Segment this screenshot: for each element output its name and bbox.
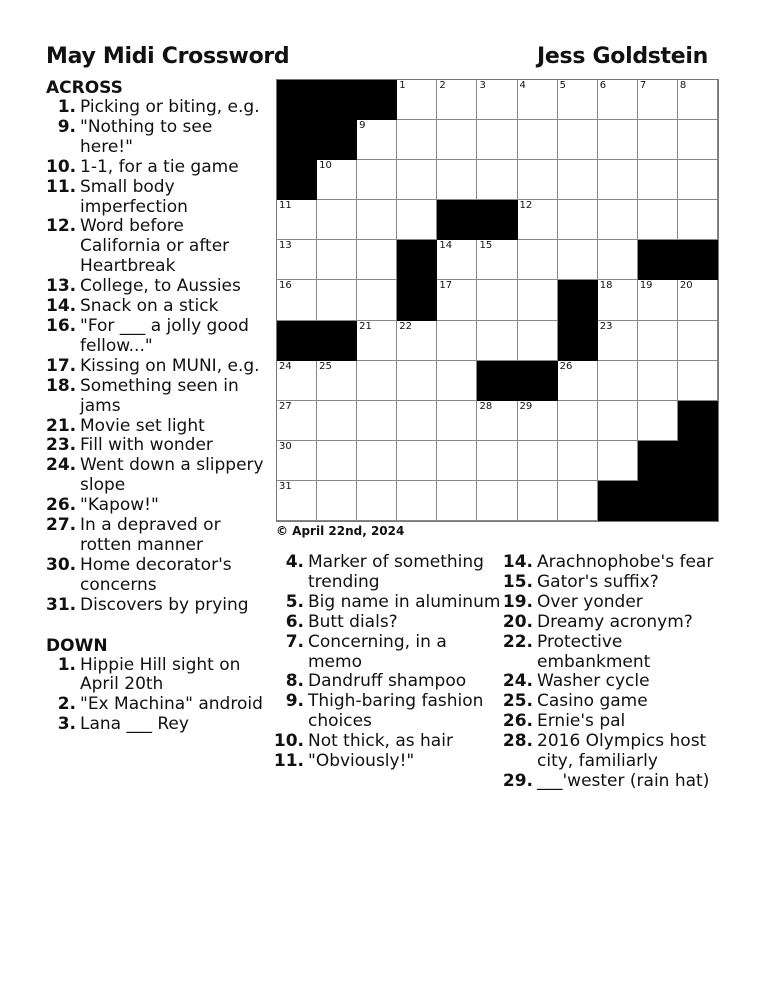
black-square [317,120,357,160]
clue-number: 17. [46,355,77,376]
grid-cell[interactable] [357,200,397,240]
grid-cell[interactable] [277,361,317,401]
clue-text: Gator's suffix? [537,571,659,592]
grid-cell[interactable] [357,321,397,361]
clue-number: 16. [46,315,77,336]
clue-text: "For ___ a jolly good fellow..." [80,315,249,356]
grid-cell[interactable] [638,321,678,361]
across-heading: ACROSS [46,78,123,98]
grid-cell[interactable] [518,200,558,240]
grid-cell[interactable] [518,441,558,481]
clue-text: Home decorator's concerns [80,554,232,595]
clue-item [46,217,268,277]
grid-cell[interactable] [598,401,638,441]
clue-item [46,357,268,377]
grid-cell[interactable] [357,401,397,441]
clue-item [272,672,504,692]
clue-item [46,456,268,496]
grid-cell[interactable] [437,240,477,280]
cell-number: 13 [279,240,292,252]
clue-item [500,672,725,692]
grid-cell[interactable] [638,120,678,160]
clue-text: "Ex Machina" android [80,694,263,715]
grid-cell[interactable] [598,160,638,200]
grid-cell[interactable] [518,160,558,200]
clue-item [500,692,725,712]
clue-item [46,715,268,735]
grid-cell[interactable] [518,120,558,160]
clue-text: Marker of something trending [308,552,484,592]
grid-cell[interactable] [357,160,397,200]
clue-number: 9. [285,691,304,712]
clue-item [46,695,268,715]
cell-number: 2 [439,80,446,91]
clue-item [272,692,504,732]
grid-cell[interactable] [277,441,317,481]
clue-item [272,613,504,633]
cell-number: 7 [639,80,647,91]
grid-cell[interactable] [397,80,437,120]
black-square [678,441,718,481]
grid-cell[interactable] [598,361,638,401]
grid-cell[interactable] [317,200,357,240]
grid-cell[interactable] [397,200,437,240]
clue-text: Picking or biting, e.g. [80,97,260,117]
black-square [518,361,558,401]
cell-number: 23 [599,320,613,332]
grid-cell[interactable] [678,280,718,320]
grid-cell[interactable] [598,80,638,120]
clue-number: 24. [46,455,77,476]
clue-item [500,712,725,732]
down-heading: DOWN [46,635,108,656]
clue-text: Kissing on MUNI, e.g. [80,355,260,376]
clue-item [46,656,268,696]
black-square [638,481,678,521]
clue-item [500,732,725,772]
cell-number: 27 [279,400,292,412]
clue-text: Movie set light [80,415,205,436]
grid-cell[interactable] [598,120,638,160]
clue-text: 2016 Olympics host city, familiarly [537,731,707,772]
black-square [477,361,517,401]
down-list-part-1 [46,656,268,736]
grid-cell[interactable] [317,441,357,481]
grid-cell[interactable] [317,240,357,280]
clue-text: Concerning, in a memo [308,631,447,672]
cell-number: 16 [279,280,292,292]
clue-item [46,556,268,596]
cell-number: 11 [279,200,292,212]
black-square [277,80,317,120]
clue-number: 19. [502,591,533,612]
clue-item [46,436,268,456]
grid-cell[interactable] [477,321,517,361]
grid-cell[interactable] [437,441,477,481]
clue-text: ___'wester (rain hat) [537,770,710,791]
clue-number: 11. [46,176,77,197]
grid-cell[interactable] [317,361,357,401]
clue-number: 18. [46,375,77,396]
clue-text: "Nothing to see here!" [80,116,213,157]
cell-number: 28 [479,400,493,412]
cell-number: 6 [599,80,607,91]
clue-item [500,772,725,792]
clue-number: 24. [502,671,533,692]
cell-number: 22 [399,320,412,332]
puzzle-title: May Midi Crossword [46,44,290,69]
grid-cell[interactable] [598,280,638,320]
grid-cell[interactable] [317,401,357,441]
clue-item [272,553,504,593]
clue-text: Ernie's pal [537,711,626,732]
grid-cell[interactable] [397,321,437,361]
clue-number: 31. [46,594,77,615]
clue-number: 21. [46,415,77,436]
grid-cell[interactable] [558,401,598,441]
grid-cell[interactable] [558,160,598,200]
clue-item [46,377,268,417]
grid-cell[interactable] [437,120,477,160]
clue-text: Dreamy acronym? [537,611,693,632]
cell-number: 3 [479,80,486,91]
black-square [437,200,477,240]
black-square [558,321,598,361]
clue-number: 29. [502,770,533,791]
grid-cell[interactable] [477,120,517,160]
cell-number: 19 [639,280,653,292]
grid-cell[interactable] [437,321,477,361]
grid-cell[interactable] [678,160,718,200]
grid-cell[interactable] [357,240,397,280]
clue-number: 15. [502,571,533,592]
grid-cell[interactable] [518,481,558,521]
clue-number: 13. [46,276,77,297]
grid-cell[interactable] [477,401,517,441]
grid-cell[interactable] [638,160,678,200]
grid-cell[interactable] [558,441,598,481]
grid-cell[interactable] [437,160,477,200]
clue-number: 25. [502,691,533,712]
grid-cell[interactable] [638,361,678,401]
clue-item [46,277,268,297]
grid-cell[interactable] [518,80,558,120]
crossword-grid [276,79,719,522]
grid-cell[interactable] [678,120,718,160]
cell-number: 14 [439,240,453,252]
grid-cell[interactable] [277,401,317,441]
grid-cell[interactable] [357,280,397,320]
grid-cell[interactable] [678,321,718,361]
clue-number: 1. [57,654,76,675]
black-square [357,80,397,120]
clue-text: Washer cycle [537,671,650,692]
grid-cell[interactable] [397,401,437,441]
grid-cell[interactable] [558,240,598,280]
clue-text: Went down a slippery slope [80,455,264,496]
clue-number: 6. [285,611,304,632]
clue-number: 26. [502,711,533,732]
grid-cell[interactable] [357,361,397,401]
grid-cell[interactable] [638,401,678,441]
clue-text: Arachnophobe's fear [537,552,714,572]
clue-number: 20. [502,611,533,632]
grid-cell[interactable] [317,280,357,320]
clue-number: 1. [57,97,76,117]
grid-cell[interactable] [518,280,558,320]
grid-cell[interactable] [558,361,598,401]
clue-text: Lana ___ Rey [80,714,189,735]
clue-text: Casino game [537,691,648,712]
across-clues [46,78,268,735]
clue-text: In a depraved or rotten manner [80,515,221,555]
clue-text: Thigh-baring fashion choices [308,691,484,732]
cell-number: 4 [519,80,526,91]
grid-cell[interactable] [277,481,317,521]
grid-cell[interactable] [397,160,437,200]
cell-number: 17 [439,280,453,292]
cell-number: 30 [279,440,292,452]
down-clues-column-3 [500,553,725,792]
grid-cell[interactable] [317,481,357,521]
black-square [678,481,718,521]
cell-number: 25 [319,360,332,372]
black-square [277,321,317,361]
clue-item [272,752,504,772]
clue-number: 26. [46,495,77,516]
black-square [638,240,678,280]
grid-cell[interactable] [598,441,638,481]
clue-number: 27. [46,515,77,536]
cell-number: 5 [559,80,566,91]
clue-item [46,317,268,357]
cell-number: 12 [519,200,533,212]
clue-number: 14. [46,296,77,317]
grid-cell[interactable] [437,481,477,521]
black-square [277,120,317,160]
clue-number: 10. [273,731,304,752]
grid-cell[interactable] [638,80,678,120]
grid-cell[interactable] [558,80,598,120]
grid-cell[interactable] [437,280,477,320]
clue-number: 22. [502,631,533,652]
grid-cell[interactable] [477,441,517,481]
clue-item [500,633,725,673]
grid-cell[interactable] [277,280,317,320]
clue-number: 2. [57,694,76,715]
clue-text: Small body imperfection [80,176,188,217]
cell-number: 15 [479,240,493,252]
clue-item [500,593,725,613]
cell-number: 29 [519,400,533,412]
grid-cell[interactable] [437,401,477,441]
across-list [46,98,268,616]
grid-cell[interactable] [638,280,678,320]
grid-cell[interactable] [397,481,437,521]
clue-item [46,178,268,218]
black-square [317,321,357,361]
black-square [558,280,598,320]
clue-text: Discovers by prying [80,594,249,615]
clue-item [272,633,504,673]
clue-number: 14. [502,552,533,572]
grid-cell[interactable] [518,401,558,441]
black-square [678,240,718,280]
clue-number: 11. [273,751,304,772]
black-square [477,200,517,240]
clue-number: 10. [46,156,77,177]
clue-text: Over yonder [537,591,643,612]
clue-item [500,613,725,633]
grid-cell[interactable] [277,200,317,240]
black-square [277,160,317,200]
grid-cell[interactable] [317,160,357,200]
grid-cell[interactable] [397,441,437,481]
clue-item [46,98,268,118]
cell-number: 26 [559,360,573,372]
copyright-notice: © April 22nd, 2024 [276,524,405,538]
clue-item [500,553,725,573]
grid-cell[interactable] [518,240,558,280]
grid-cell[interactable] [678,361,718,401]
clue-text: Dandruff shampoo [308,671,467,692]
clue-number: 3. [57,714,76,735]
clue-number: 8. [285,671,304,692]
clue-text: Not thick, as hair [308,731,453,752]
grid-cell[interactable] [518,321,558,361]
clue-number: 28. [502,731,533,752]
black-square [317,80,357,120]
cell-number: 18 [599,280,613,292]
clue-number: 30. [46,554,77,575]
author-name: Jess Goldstein [537,44,708,69]
grid-cell[interactable] [477,280,517,320]
clue-number: 4. [285,552,304,572]
clue-text: Butt dials? [308,611,398,632]
clue-item [500,573,725,593]
clue-text: Fill with wonder [80,435,213,456]
clue-item [272,593,504,613]
clue-number: 9. [57,116,76,137]
down-clues-column-2 [272,553,504,772]
cell-number: 10 [319,160,332,172]
cell-number: 8 [679,80,687,91]
clue-number: 5. [285,591,304,612]
clue-item [46,297,268,317]
grid-cell[interactable] [558,120,598,160]
clue-text: College, to Aussies [80,276,241,297]
grid-cell[interactable] [357,481,397,521]
clue-text: Big name in aluminum [308,591,501,612]
black-square [397,280,437,320]
clue-item [46,158,268,178]
clue-item [46,516,268,556]
clue-item [46,118,268,158]
cell-number: 20 [679,280,693,292]
grid-cell[interactable] [558,481,598,521]
black-square [397,240,437,280]
clue-item [46,417,268,437]
black-square [638,441,678,481]
grid-cell[interactable] [357,441,397,481]
black-square [598,481,638,521]
cell-number: 31 [279,480,292,492]
clue-number: 7. [285,631,304,652]
grid-cell[interactable] [477,481,517,521]
grid-cell[interactable] [477,240,517,280]
grid-cell[interactable] [277,240,317,280]
grid-cell[interactable] [357,120,397,160]
clue-item [46,596,268,616]
grid-cell[interactable] [437,80,477,120]
clue-text: "Obviously!" [308,751,415,772]
grid-cell[interactable] [558,200,598,240]
grid-cell[interactable] [477,80,517,120]
clue-text: Something seen in jams [80,375,239,416]
grid-cell[interactable] [477,160,517,200]
clue-number: 23. [46,435,77,456]
cell-number: 1 [399,80,406,91]
clue-text: Protective embankment [537,631,651,672]
cell-number: 9 [359,120,366,132]
clue-text: 1-1, for a tie game [80,156,239,177]
black-square [678,401,718,441]
grid-cell[interactable] [397,120,437,160]
clue-number: 12. [46,216,77,237]
clue-item [46,496,268,516]
clue-item [272,732,504,752]
cell-number: 24 [279,360,292,372]
grid-cell[interactable] [638,200,678,240]
grid-cell[interactable] [437,361,477,401]
clue-text: Hippie Hill sight on April 20th [80,654,241,695]
grid-cell[interactable] [598,321,638,361]
clue-text: "Kapow!" [80,495,159,516]
grid-cell[interactable] [598,200,638,240]
cell-number: 21 [359,320,372,332]
grid-cell[interactable] [678,200,718,240]
clue-text: Word before California or after Heartbreak [80,216,230,277]
clue-text: Snack on a stick [80,296,219,317]
grid-cell[interactable] [397,361,437,401]
grid-cell[interactable] [598,240,638,280]
grid-cell[interactable] [678,80,718,120]
